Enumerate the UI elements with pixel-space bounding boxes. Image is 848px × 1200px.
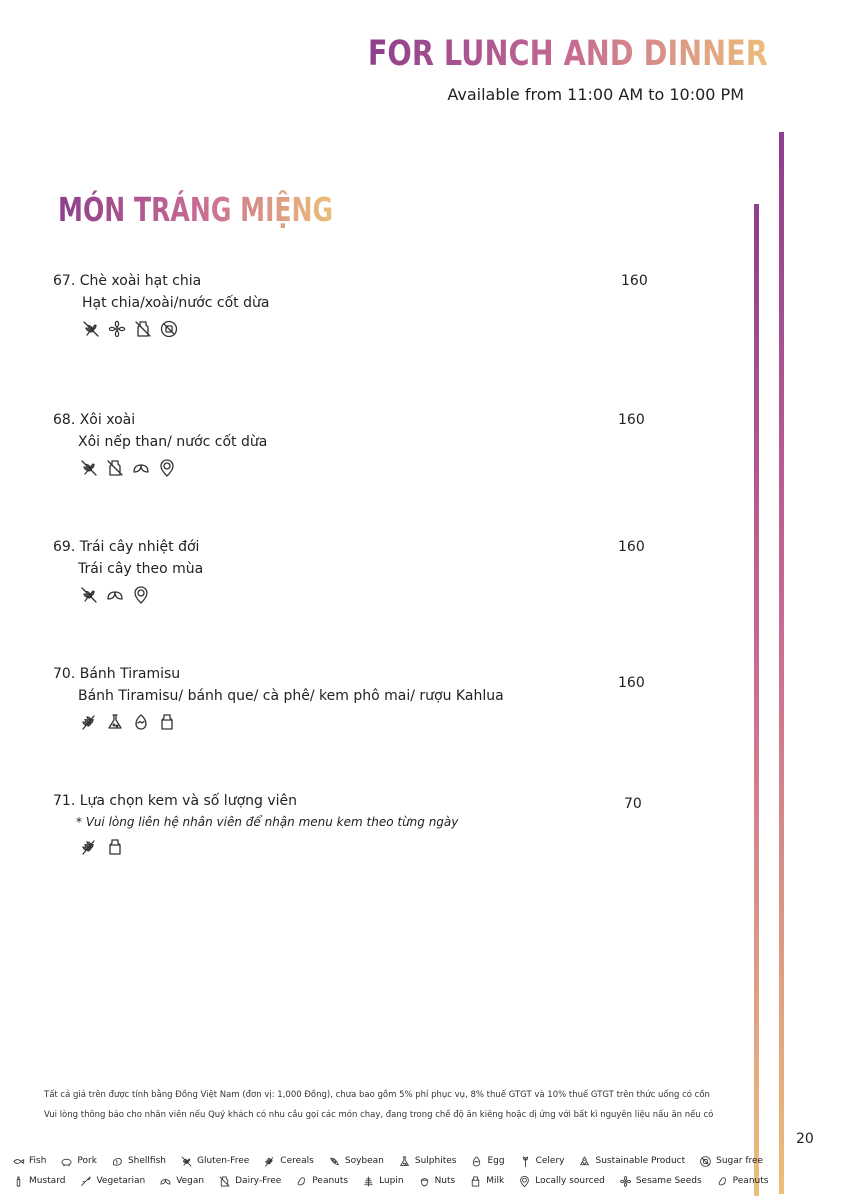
menu-item-description: Hạt chia/xoài/nước cốt dừa — [82, 295, 270, 311]
page-title: FOR LUNCH AND DINNER — [367, 34, 768, 74]
menu-item-price: 160 — [618, 412, 645, 428]
legend-label: Sulphites — [414, 1156, 457, 1166]
menu-item-price: 160 — [618, 675, 645, 691]
legend-item — [469, 1175, 504, 1188]
dairy-free-icon — [105, 458, 125, 478]
gluten-free-icon — [79, 585, 99, 605]
decorative-line-outer — [779, 132, 784, 1194]
menu-item-description: Bánh Tiramisu/ bánh que/ cà phê/ kem phô mai/ rượu Kahlua — [78, 688, 504, 704]
milk-icon — [105, 837, 125, 857]
egg-icon — [470, 1155, 483, 1168]
sesame-seeds-icon — [619, 1175, 632, 1188]
legend-item — [60, 1155, 97, 1168]
menu-item-name: 67. Chè xoài hạt chia — [53, 273, 202, 289]
legend-item — [180, 1155, 249, 1168]
cereals-icon — [79, 837, 99, 857]
legend-item — [398, 1155, 457, 1168]
gluten-free-icon — [81, 319, 101, 339]
legend-item — [12, 1155, 46, 1168]
legend-label: Vegan — [176, 1176, 205, 1186]
decorative-line-inner — [754, 204, 759, 1196]
availability-subtitle: Available from 11:00 AM to 10:00 PM — [447, 85, 744, 104]
menu-item-icons — [79, 712, 653, 732]
menu-item-name: 68. Xôi xoài — [53, 412, 136, 428]
menu-item-name: 70. Bánh Tiramisu — [53, 666, 181, 682]
menu-item — [53, 539, 653, 605]
menu-item-price: 70 — [624, 796, 642, 812]
menu-item-icons — [79, 837, 653, 857]
legend-item — [362, 1175, 403, 1188]
sesame-seeds-icon — [107, 319, 127, 339]
nuts-icon — [418, 1175, 431, 1188]
legend-label: Pork — [77, 1156, 97, 1166]
legend-label: Vegetarian — [96, 1176, 146, 1186]
legend-label: Milk — [486, 1176, 505, 1186]
legend-item — [518, 1175, 605, 1188]
legend-item — [470, 1155, 504, 1168]
vegan-icon — [105, 585, 125, 605]
mustard-icon — [12, 1175, 25, 1188]
menu-item-name: 69. Trái cây nhiệt đới — [53, 539, 200, 555]
vegan-icon — [159, 1175, 172, 1188]
peanuts-icon — [295, 1175, 308, 1188]
peanuts-icon — [716, 1175, 729, 1188]
soybean-icon — [328, 1155, 341, 1168]
legend-label: Peanuts — [312, 1176, 349, 1186]
menu-item-description: Trái cây theo mùa — [78, 561, 204, 577]
fish-icon — [12, 1155, 25, 1168]
legend-row — [12, 1172, 769, 1190]
cereals-icon — [263, 1155, 276, 1168]
legend-label: Sesame Seeds — [635, 1176, 702, 1186]
legend-label: Fish — [29, 1156, 47, 1166]
dietary-note: Vui lòng thông báo cho nhân viên nếu Quý khách có nhu cầu gọi các món chay, đang trong chế độ ăn kiêng hoặc dị ứng với bất kì nguyên liệu nấu ăn nếu có — [44, 1110, 714, 1120]
legend-item — [519, 1155, 565, 1168]
legend-label: Sugar free — [716, 1156, 764, 1166]
legend-label: Egg — [487, 1156, 505, 1166]
legend-item — [12, 1175, 65, 1188]
legend-item — [328, 1155, 384, 1168]
legend-item — [111, 1155, 166, 1168]
lupin-icon — [362, 1175, 375, 1188]
menu-item — [53, 666, 653, 732]
sugar-free-icon — [159, 319, 179, 339]
legend-row — [12, 1152, 764, 1170]
sulphites-icon — [105, 712, 125, 732]
menu-item — [53, 412, 653, 478]
vegan-icon — [131, 458, 151, 478]
menu-item-price: 160 — [621, 273, 648, 289]
locally-sourced-icon — [518, 1175, 531, 1188]
vegetarian-icon — [79, 1175, 92, 1188]
menu-item-description: Xôi nếp than/ nước cốt dừa — [78, 434, 268, 450]
legend-label: Celery — [535, 1156, 565, 1166]
legend-label: Peanuts — [732, 1176, 769, 1186]
locally-sourced-icon — [131, 585, 151, 605]
legend-item — [159, 1175, 204, 1188]
menu-item-description: * Vui lòng liên hệ nhân viên để nhận menu kem theo từng ngày — [76, 815, 459, 829]
menu-item-icons — [81, 319, 653, 339]
legend-label: Locally sourced — [535, 1176, 605, 1186]
legend-item — [263, 1155, 314, 1168]
sulphites-icon — [398, 1155, 411, 1168]
egg-icon — [131, 712, 151, 732]
dairy-free-icon — [218, 1175, 231, 1188]
legend-label: Lupin — [379, 1176, 404, 1186]
legend-label: Mustard — [29, 1176, 66, 1186]
page-number: 20 — [796, 1131, 814, 1147]
legend-label: Shellfish — [127, 1156, 166, 1166]
allergen-legend — [12, 1152, 769, 1192]
shellfish-icon — [111, 1155, 124, 1168]
section-title: MÓN TRÁNG MIỆNG — [58, 190, 334, 229]
legend-item — [619, 1175, 702, 1188]
milk-icon — [157, 712, 177, 732]
sugar-free-icon — [699, 1155, 712, 1168]
legend-label: Cereals — [280, 1156, 314, 1166]
dairy-free-icon — [133, 319, 153, 339]
cereals-icon — [79, 712, 99, 732]
menu-item — [53, 273, 653, 339]
gluten-free-icon — [79, 458, 99, 478]
pricing-note: Tất cả giá trên được tính bằng Đồng Việt Nam (đơn vị: 1,000 Đồng), chưa bao gồm 5% phí phục vụ, 8% thuế GTGT và 10% thuế GTGT trên thức uống có cồn — [44, 1090, 710, 1100]
menu-item-icons — [79, 458, 653, 478]
menu-item-name: 71. Lựa chọn kem và số lượng viên — [53, 793, 298, 809]
legend-item — [418, 1175, 456, 1188]
legend-item — [218, 1175, 281, 1188]
legend-item — [295, 1175, 348, 1188]
legend-label: Gluten-Free — [196, 1156, 250, 1166]
sustainable-product-icon — [578, 1155, 591, 1168]
menu-item-price: 160 — [618, 539, 645, 555]
legend-label: Soybean — [344, 1156, 384, 1166]
menu-item — [53, 793, 653, 857]
legend-item — [79, 1175, 145, 1188]
legend-label: Sustainable Product — [595, 1156, 686, 1166]
pork-icon — [60, 1155, 73, 1168]
legend-item — [716, 1175, 769, 1188]
legend-item — [699, 1155, 763, 1168]
milk-icon — [469, 1175, 482, 1188]
legend-label: Dairy-Free — [235, 1176, 282, 1186]
locally-sourced-icon — [157, 458, 177, 478]
legend-item — [578, 1155, 685, 1168]
legend-label: Nuts — [434, 1176, 456, 1186]
gluten-free-icon — [180, 1155, 193, 1168]
celery-icon — [519, 1155, 532, 1168]
menu-item-icons — [79, 585, 653, 605]
